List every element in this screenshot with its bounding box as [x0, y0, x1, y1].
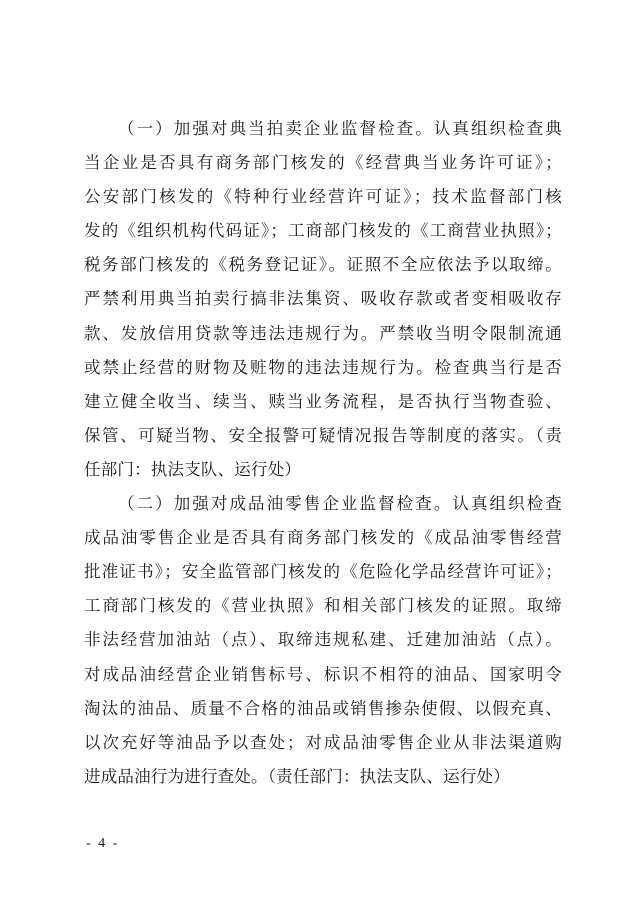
text-line: 批准证书》；安全监管部门核发的《危险化学品经营许可证》； [84, 562, 562, 582]
text-line: 以次充好等油品予以查处；对成品油零售企业从非法渠道购 [84, 732, 562, 752]
paragraph-1 [84, 112, 562, 487]
text-line: 当企业是否具有商务部门核发的《经营典当业务许可证》； [84, 153, 562, 173]
text-line: 工商部门核发的《营业执照》和相关部门核发的证照。取缔 [84, 596, 562, 616]
text-line: 对成品油经营企业销售标号、标识不相符的油品、国家明令 [84, 664, 562, 684]
text-line: （二）加强对成品油零售企业监督检查。认真组织检查 [118, 494, 562, 514]
text-line: 建立健全收当、续当、赎当业务流程，是否执行当物查验、 [84, 391, 562, 411]
text-line: 或禁止经营的财物及赃物的违法违规行为。检查典当行是否 [84, 357, 562, 377]
text-line: 成品油零售企业是否具有商务部门核发的《成品油零售经营 [84, 528, 562, 548]
text-line: 发的《组织机构代码证》；工商部门核发的《工商营业执照》； [84, 221, 562, 241]
text-line: 公安部门核发的《特种行业经营许可证》；技术监督部门核 [84, 187, 562, 207]
text-line: 淘汰的油品、质量不合格的油品或销售掺杂使假、以假充真、 [84, 698, 562, 718]
paragraph-2 [84, 487, 562, 794]
text-line: 任部门：执法支队、运行处） [84, 459, 302, 479]
text-line: 税务部门核发的《税务登记证》。证照不全应依法予以取缔。 [84, 255, 562, 275]
page-number: - 4 - [86, 836, 120, 851]
text-line: 保管、可疑当物、安全报警可疑情况报告等制度的落实。（责 [84, 425, 562, 445]
text-line: （一）加强对典当拍卖企业监督检查。认真组织检查典 [118, 119, 562, 138]
document-body [84, 112, 562, 794]
text-line: 非法经营加油站（点）、取缔违规私建、迁建加油站（点）。 [84, 630, 562, 650]
text-line: 进成品油行为进行查处。（责任部门：执法支队、运行处） [84, 766, 510, 786]
text-line: 款、发放信用贷款等违法违规行为。严禁收当明令限制流通 [84, 323, 562, 343]
text-line: 严禁利用典当拍卖行搞非法集资、吸收存款或者变相吸收存 [84, 289, 562, 309]
